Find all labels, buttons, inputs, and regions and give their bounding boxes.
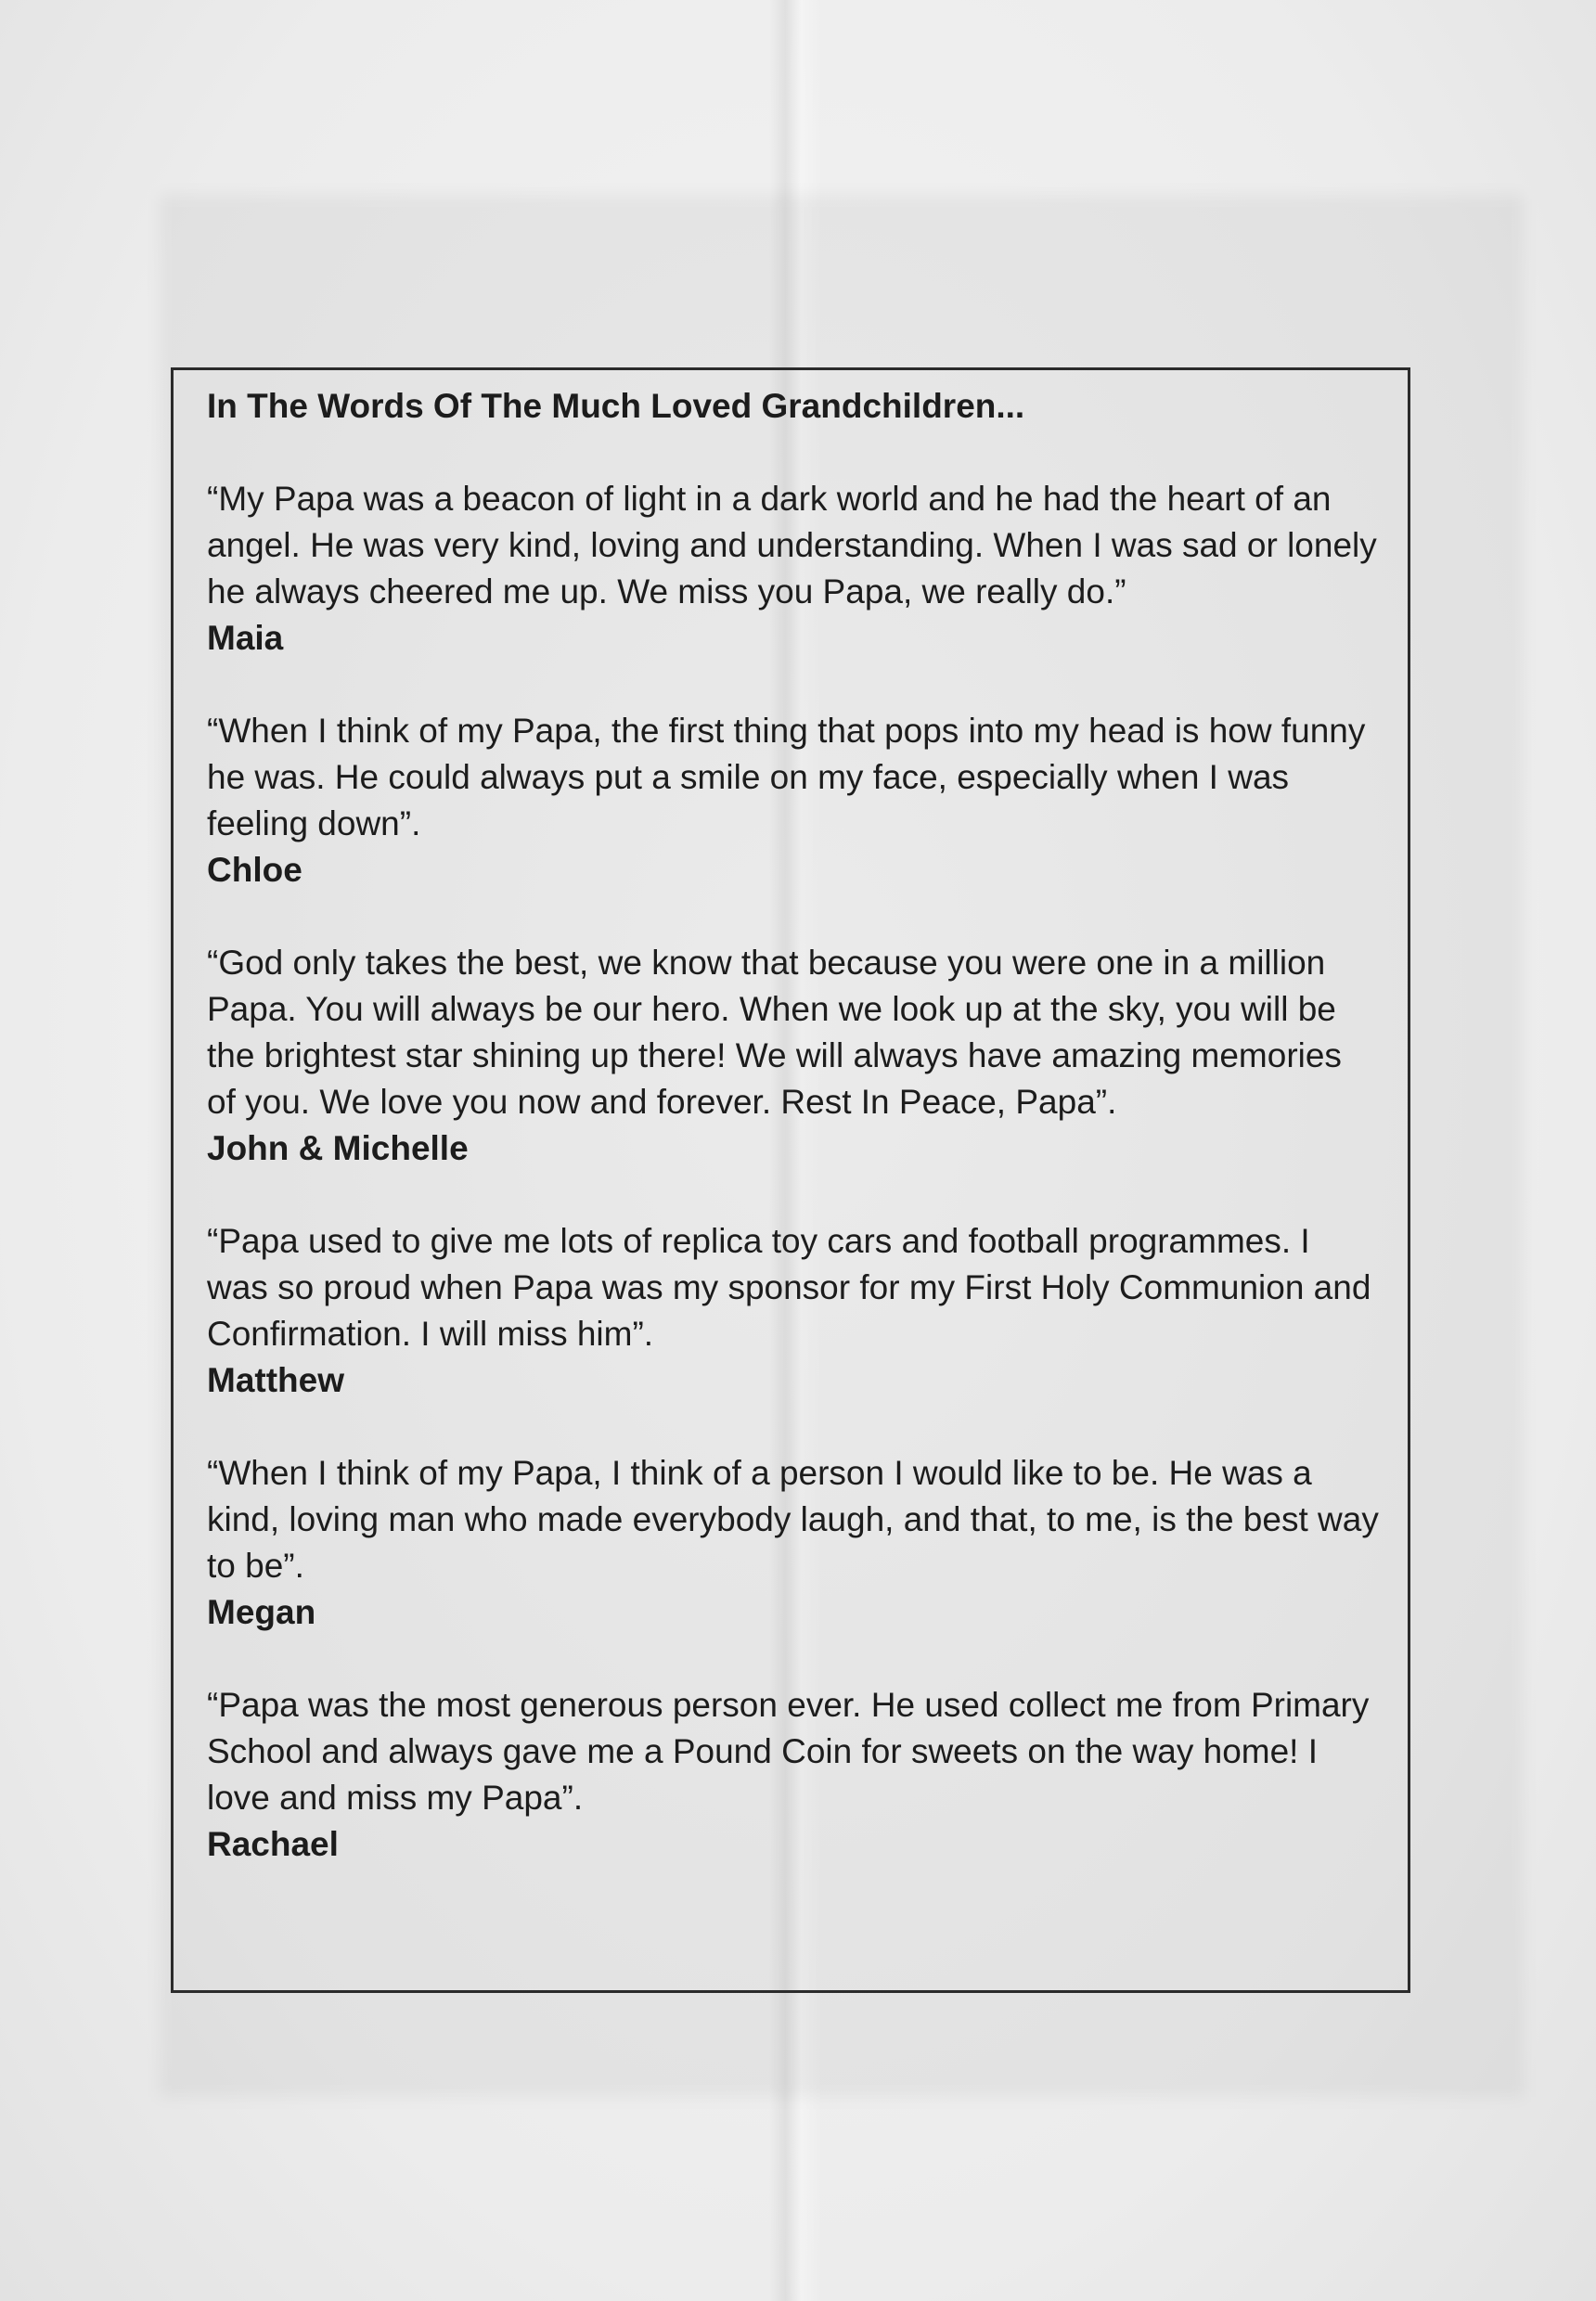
tribute-author: Megan — [207, 1593, 316, 1631]
tribute-quote: “Papa was the most generous person ever. He used collect me from Primary School and always gave me a Pound Coin for sweets on the way home! I love and miss my Papa”. — [207, 1686, 1370, 1817]
tribute-entry-john-michelle — [207, 940, 1380, 1172]
tribute-quote: “When I think of my Papa, the first thing that pops into my head is how funny he was. He could always put a smile on my face, especially when I was feeling down”. — [207, 712, 1366, 842]
tribute-quote: “When I think of my Papa, I think of a person I would like to be. He was a kind, loving man who made everybody laugh, and that, to me, is the best way to be”. — [207, 1454, 1379, 1585]
tribute-author: Rachael — [207, 1825, 339, 1863]
tribute-box — [171, 367, 1410, 1993]
tribute-quote: “God only takes the best, we know that because you were one in a million Papa. You will always be our hero. When we look up at the sky, you will be the brightest star shining up there! We will always have amazing memories of you. We love you now and forever. Rest In Peace, Papa”. — [207, 944, 1342, 1121]
tribute-author: John & Michelle — [207, 1129, 469, 1167]
tribute-heading: In The Words Of The Much Loved Grandchildren... — [207, 387, 1025, 425]
tribute-author: Chloe — [207, 851, 302, 889]
tribute-quote: “My Papa was a beacon of light in a dark world and he had the heart of an angel. He was very kind, loving and understanding. When I was sad or lonely he always cheered me up. We miss you Papa, we really do.” — [207, 480, 1377, 611]
tribute-quote: “Papa used to give me lots of replica toy cars and football programmes. I was so proud when Papa was my sponsor for my First Holy Communion and Confirmation. I will miss him”. — [207, 1222, 1371, 1353]
tribute-entry-rachael — [207, 1682, 1380, 1868]
tribute-author: Maia — [207, 619, 284, 657]
tribute-author: Matthew — [207, 1361, 344, 1399]
tribute-entry-megan — [207, 1450, 1380, 1636]
tribute-entry-matthew — [207, 1218, 1380, 1404]
tribute-entry-chloe — [207, 708, 1380, 893]
tribute-entry-maia — [207, 476, 1380, 662]
